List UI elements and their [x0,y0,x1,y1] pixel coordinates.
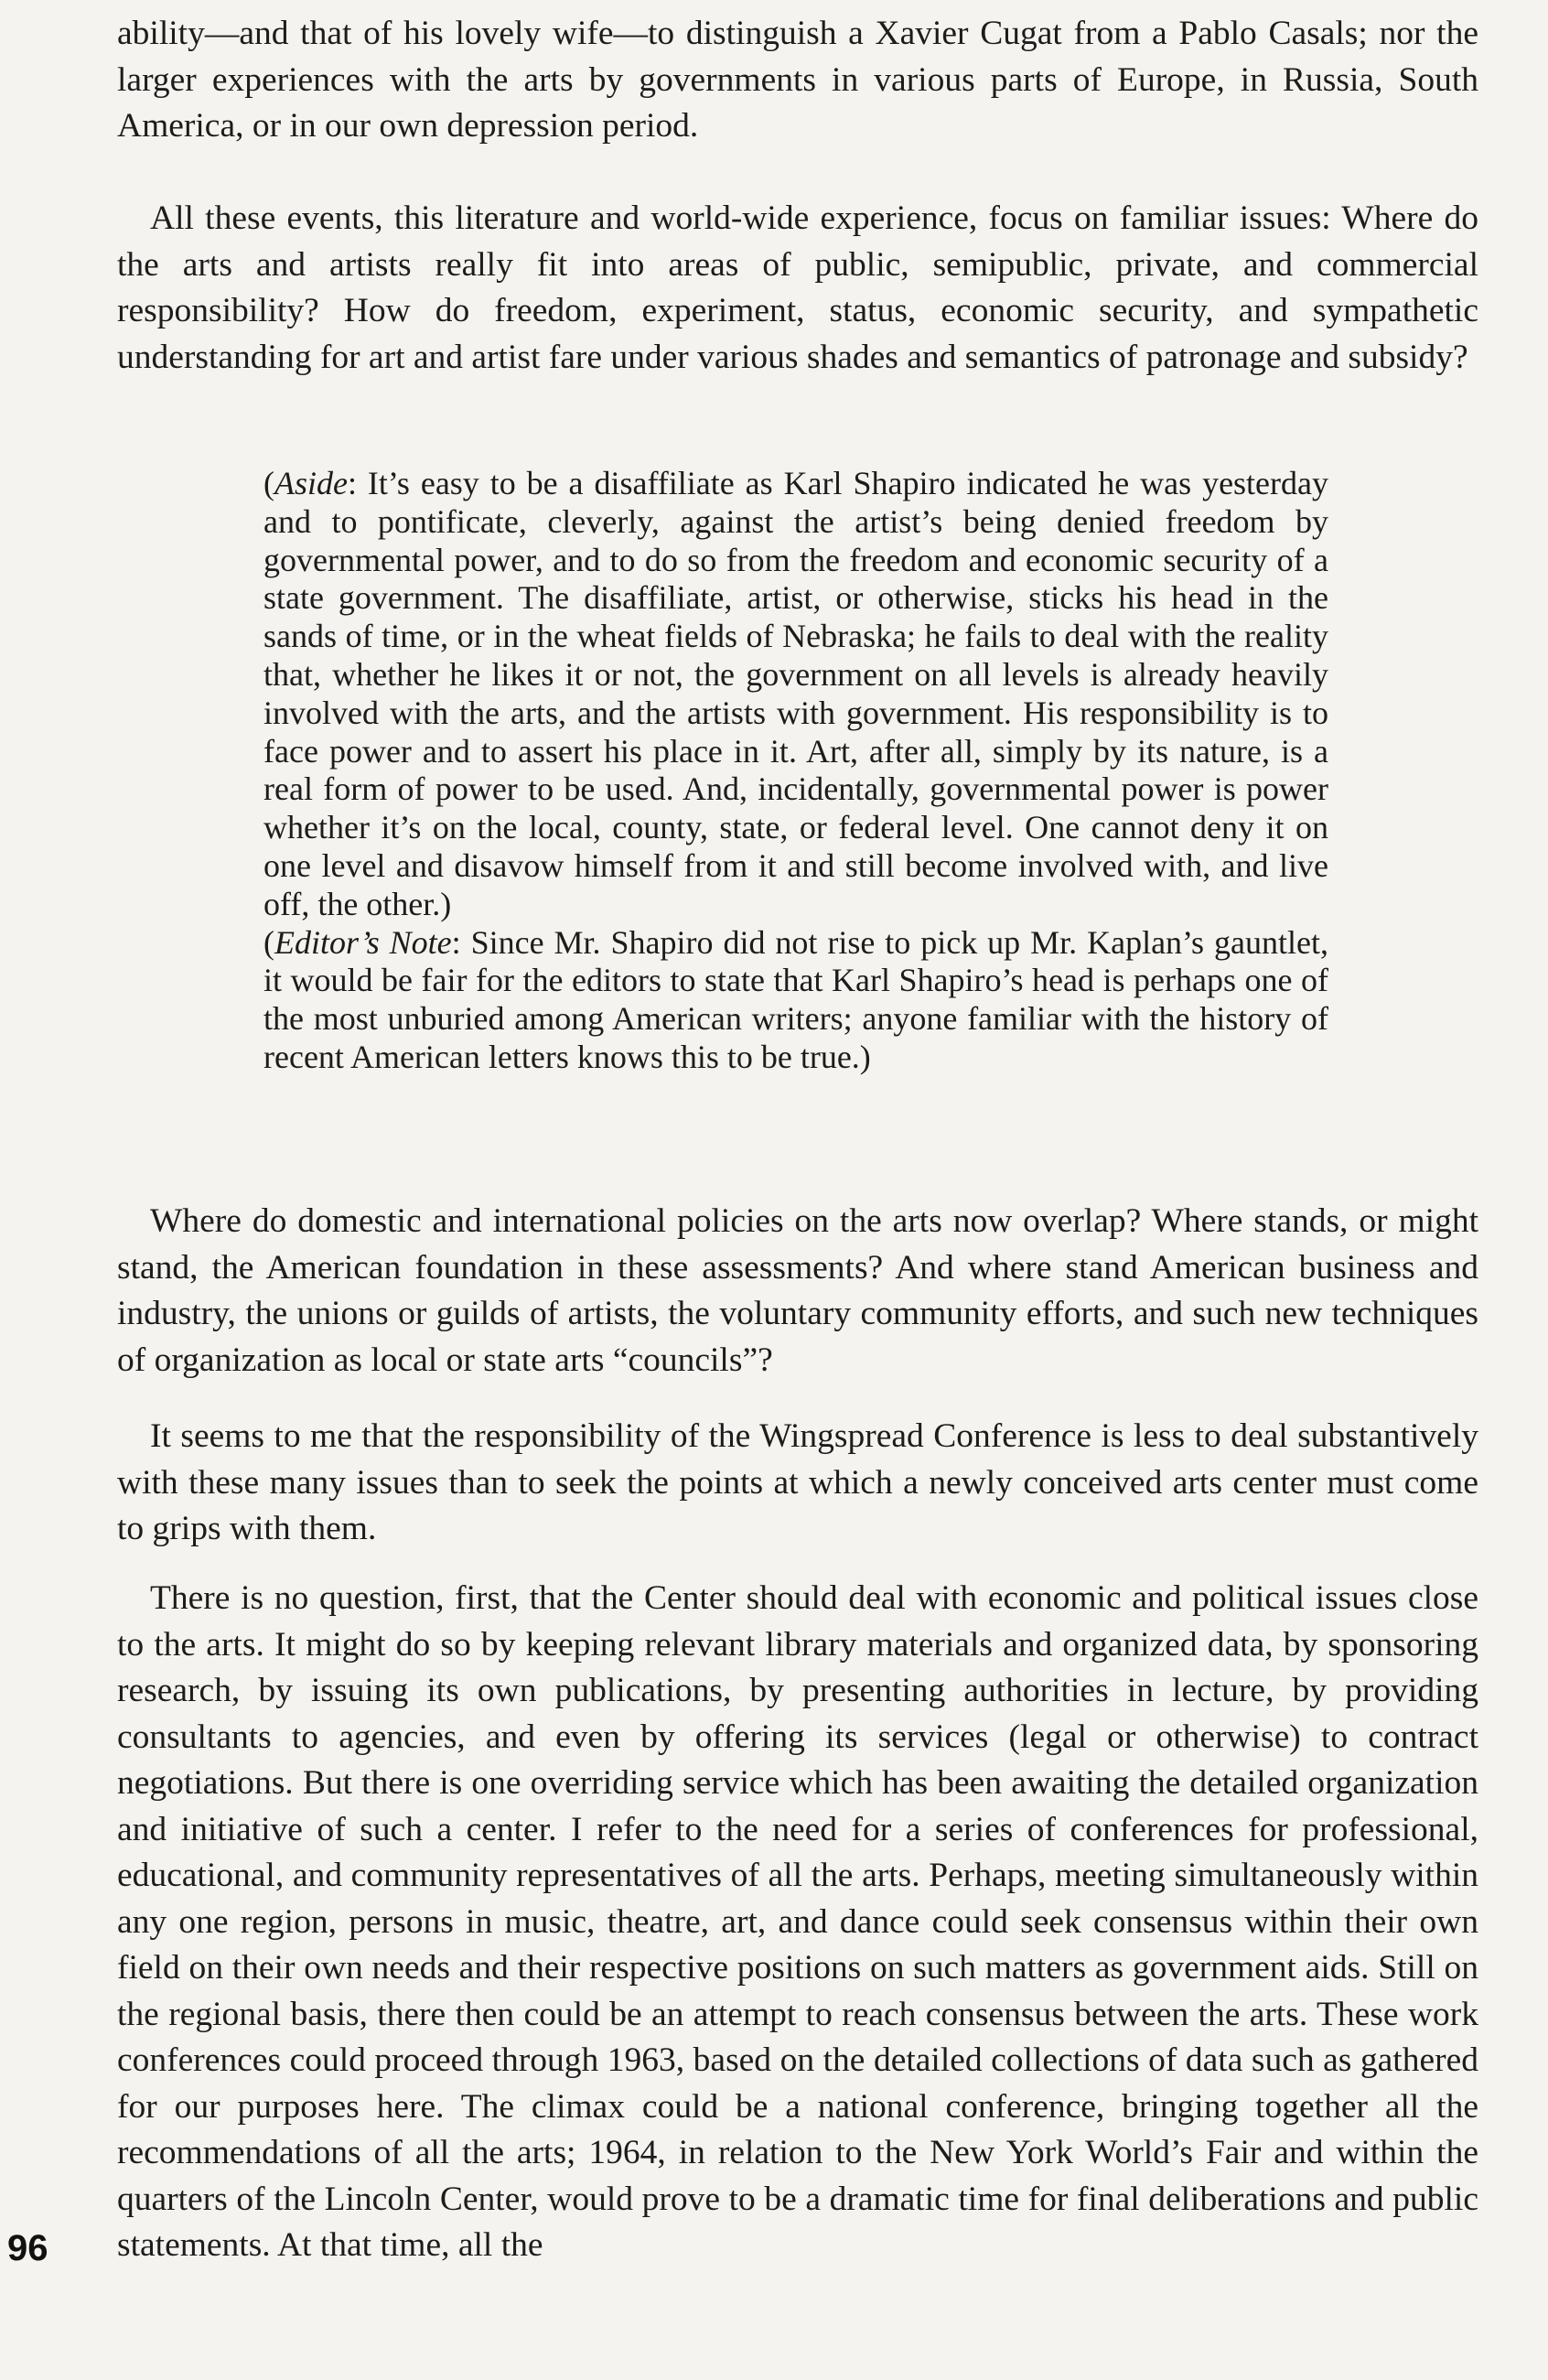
aside-paragraph [263,465,1328,924]
paragraph-wingspread-conference: It seems to me that the responsibility of the Wingspread Conference is less to deal substantively with these many issues than to seek the points at which a newly conceived arts center must come to grips with them. [117,1417,1478,1547]
paragraph-center-issues: There is no question, first, that the Center should deal with economic and political issues close to the arts. It might do so by keeping relevant library materials and organized data, by sponsoring research, by issuing its own publications, by presenting authorities in lecture, by providing consultants to agencies, and even by offering its services (legal or otherwise) to contract negotiations. But there is one overriding service which has been awaiting the detailed organization and initiative of such a center. I refer to the need for a series of conferences for professional, educational, and community representatives of all the arts. Perhaps, meeting simultaneously within any one region, persons in music, theatre, art, and dance could seek consensus within their own field on their own needs and their respective positions on such matters as government aids. Still on the regional basis, there then could be an attempt to reach consensus between the arts. These work conferences could proceed through 1963, based on the detailed collections of data such as gathered for our purposes here. The climax could be a national conference, bringing together all the recommendations of all the arts; 1964, in relation to the New York World’s Fair and within the quarters of the Lincoln Center, would prove to be a dramatic time for final deliberations and public statements. At that time, all the [117,1579,1478,2264]
aside-text: : It’s easy to be a disaffiliate as Karl Shapiro indicated he was yesterday and to pontificate, cleverly, against the artist’s being denied freedom by governmental power, and to do so from the freedom and economic security of a state government. The disaffiliate, artist, or otherwise, sticks his head in the sands of time, or in the wheat fields of Nebraska; he fails to deal with the reality that, whether he likes it or not, the government on all levels is already heavily involved with the arts, and the artists with government. His responsibility is to face power and to assert his place in it. Art, after all, simply by its nature, is a real form of power to be used. And, incidentally, governmental power is power whether it’s on the local, county, state, or federal level. One cannot deny it on one level and disavow himself from it and still become involved with, and live off, the other.) [263,465,1328,922]
page-number: 96 [7,2228,48,2268]
aside-note-block [263,465,1328,1077]
editors-note-open-paren: ( [263,923,274,961]
editors-note-paragraph [263,924,1328,1077]
aside-label: Aside [274,465,348,501]
aside-open-paren: ( [263,465,274,501]
editors-note-label: Editor’s Note [274,923,452,961]
paragraph-continuation: ability—and that of his lovely wife—to distinguish a Xavier Cugat from a Pablo Casals; nor the larger experiences with the arts by governments in various parts of Europe, in Russia, South America, or in our own depression period. [117,15,1478,145]
paragraph-familiar-issues: All these events, this literature and world-wide experience, focus on familiar issues: Where do the arts and artists really fit into areas of public, semipublic, private, and commercial responsibility? How do freedom, experiment, status, economic security, and sympathetic understanding for art and artist fare under various shades and semantics of patronage and subsidy? [117,199,1478,376]
editors-note-text: : Since Mr. Shapiro did not rise to pick up Mr. Kaplan’s gauntlet, it would be fair for the editors to state that Karl Shapiro’s head is perhaps one of the most unburied among American writers; anyone familiar with the history of recent American letters knows this to be true.) [263,923,1328,1075]
paragraph-policies-overlap: Where do domestic and international policies on the arts now overlap? Where stands, or might stand, the American foundation in these assessments? And where stand American business and industry, the unions or guilds of artists, the voluntary community efforts, and such new techniques of organization as local or state arts “councils”? [117,1202,1478,1379]
